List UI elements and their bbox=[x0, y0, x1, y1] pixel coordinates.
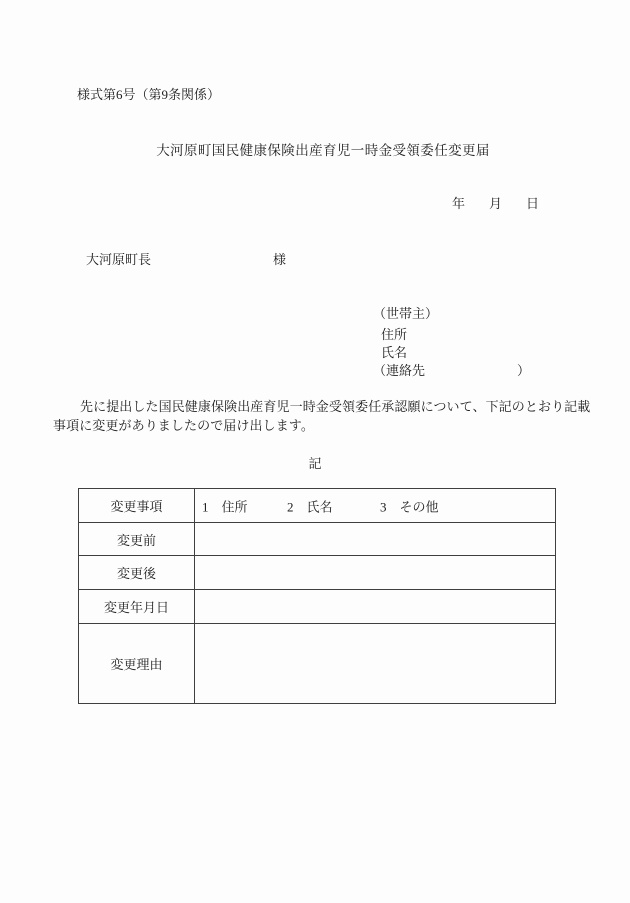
table-row-change-date bbox=[79, 590, 556, 624]
form-number: 様式第6号（第9条関係） bbox=[77, 87, 221, 102]
table-row-after-change bbox=[79, 556, 556, 590]
change-item-options-cell bbox=[195, 489, 556, 523]
before-change-label: 変更前 bbox=[79, 523, 195, 556]
householder-address-label: 住所 bbox=[381, 327, 408, 342]
change-date-input-cell bbox=[195, 590, 556, 624]
change-option-other: 3 その他 bbox=[380, 499, 439, 514]
householder-contact-label: （連絡先 bbox=[373, 363, 426, 378]
change-reason-input-cell bbox=[195, 624, 556, 704]
change-table bbox=[78, 488, 556, 704]
table-row-change-item bbox=[79, 489, 556, 523]
change-reason-label: 変更理由 bbox=[79, 624, 195, 704]
body-paragraph-line1: 先に提出した国民健康保険出産育児一時金受領委任承認願について、下記のとおり記載 bbox=[80, 399, 591, 414]
change-option-name: 2 氏名 bbox=[287, 499, 333, 514]
date-year-label: 年 bbox=[452, 196, 466, 211]
addressee-honorific: 様 bbox=[273, 252, 287, 267]
date-day-label: 日 bbox=[526, 196, 540, 211]
table-row-change-reason bbox=[79, 624, 556, 704]
before-change-input-cell bbox=[195, 523, 556, 556]
change-option-address: 1 住所 bbox=[202, 499, 248, 514]
record-marker: 記 bbox=[308, 456, 322, 471]
after-change-label: 変更後 bbox=[79, 556, 195, 590]
addressee-title: 大河原町長 bbox=[86, 252, 152, 267]
change-date-label: 変更年月日 bbox=[79, 590, 195, 624]
change-item-label: 変更事項 bbox=[79, 489, 195, 523]
householder-name-label: 氏名 bbox=[381, 345, 408, 360]
householder-contact-close-paren: ） bbox=[517, 363, 531, 378]
householder-heading: （世帯主） bbox=[373, 306, 439, 321]
table-row-before-change bbox=[79, 523, 556, 556]
date-month-label: 月 bbox=[489, 196, 503, 211]
after-change-input-cell bbox=[195, 556, 556, 590]
document-title: 大河原町国民健康保険出産育児一時金受領委任変更届 bbox=[156, 143, 490, 158]
body-paragraph-line2: 事項に変更がありましたので届け出します。 bbox=[53, 418, 314, 433]
